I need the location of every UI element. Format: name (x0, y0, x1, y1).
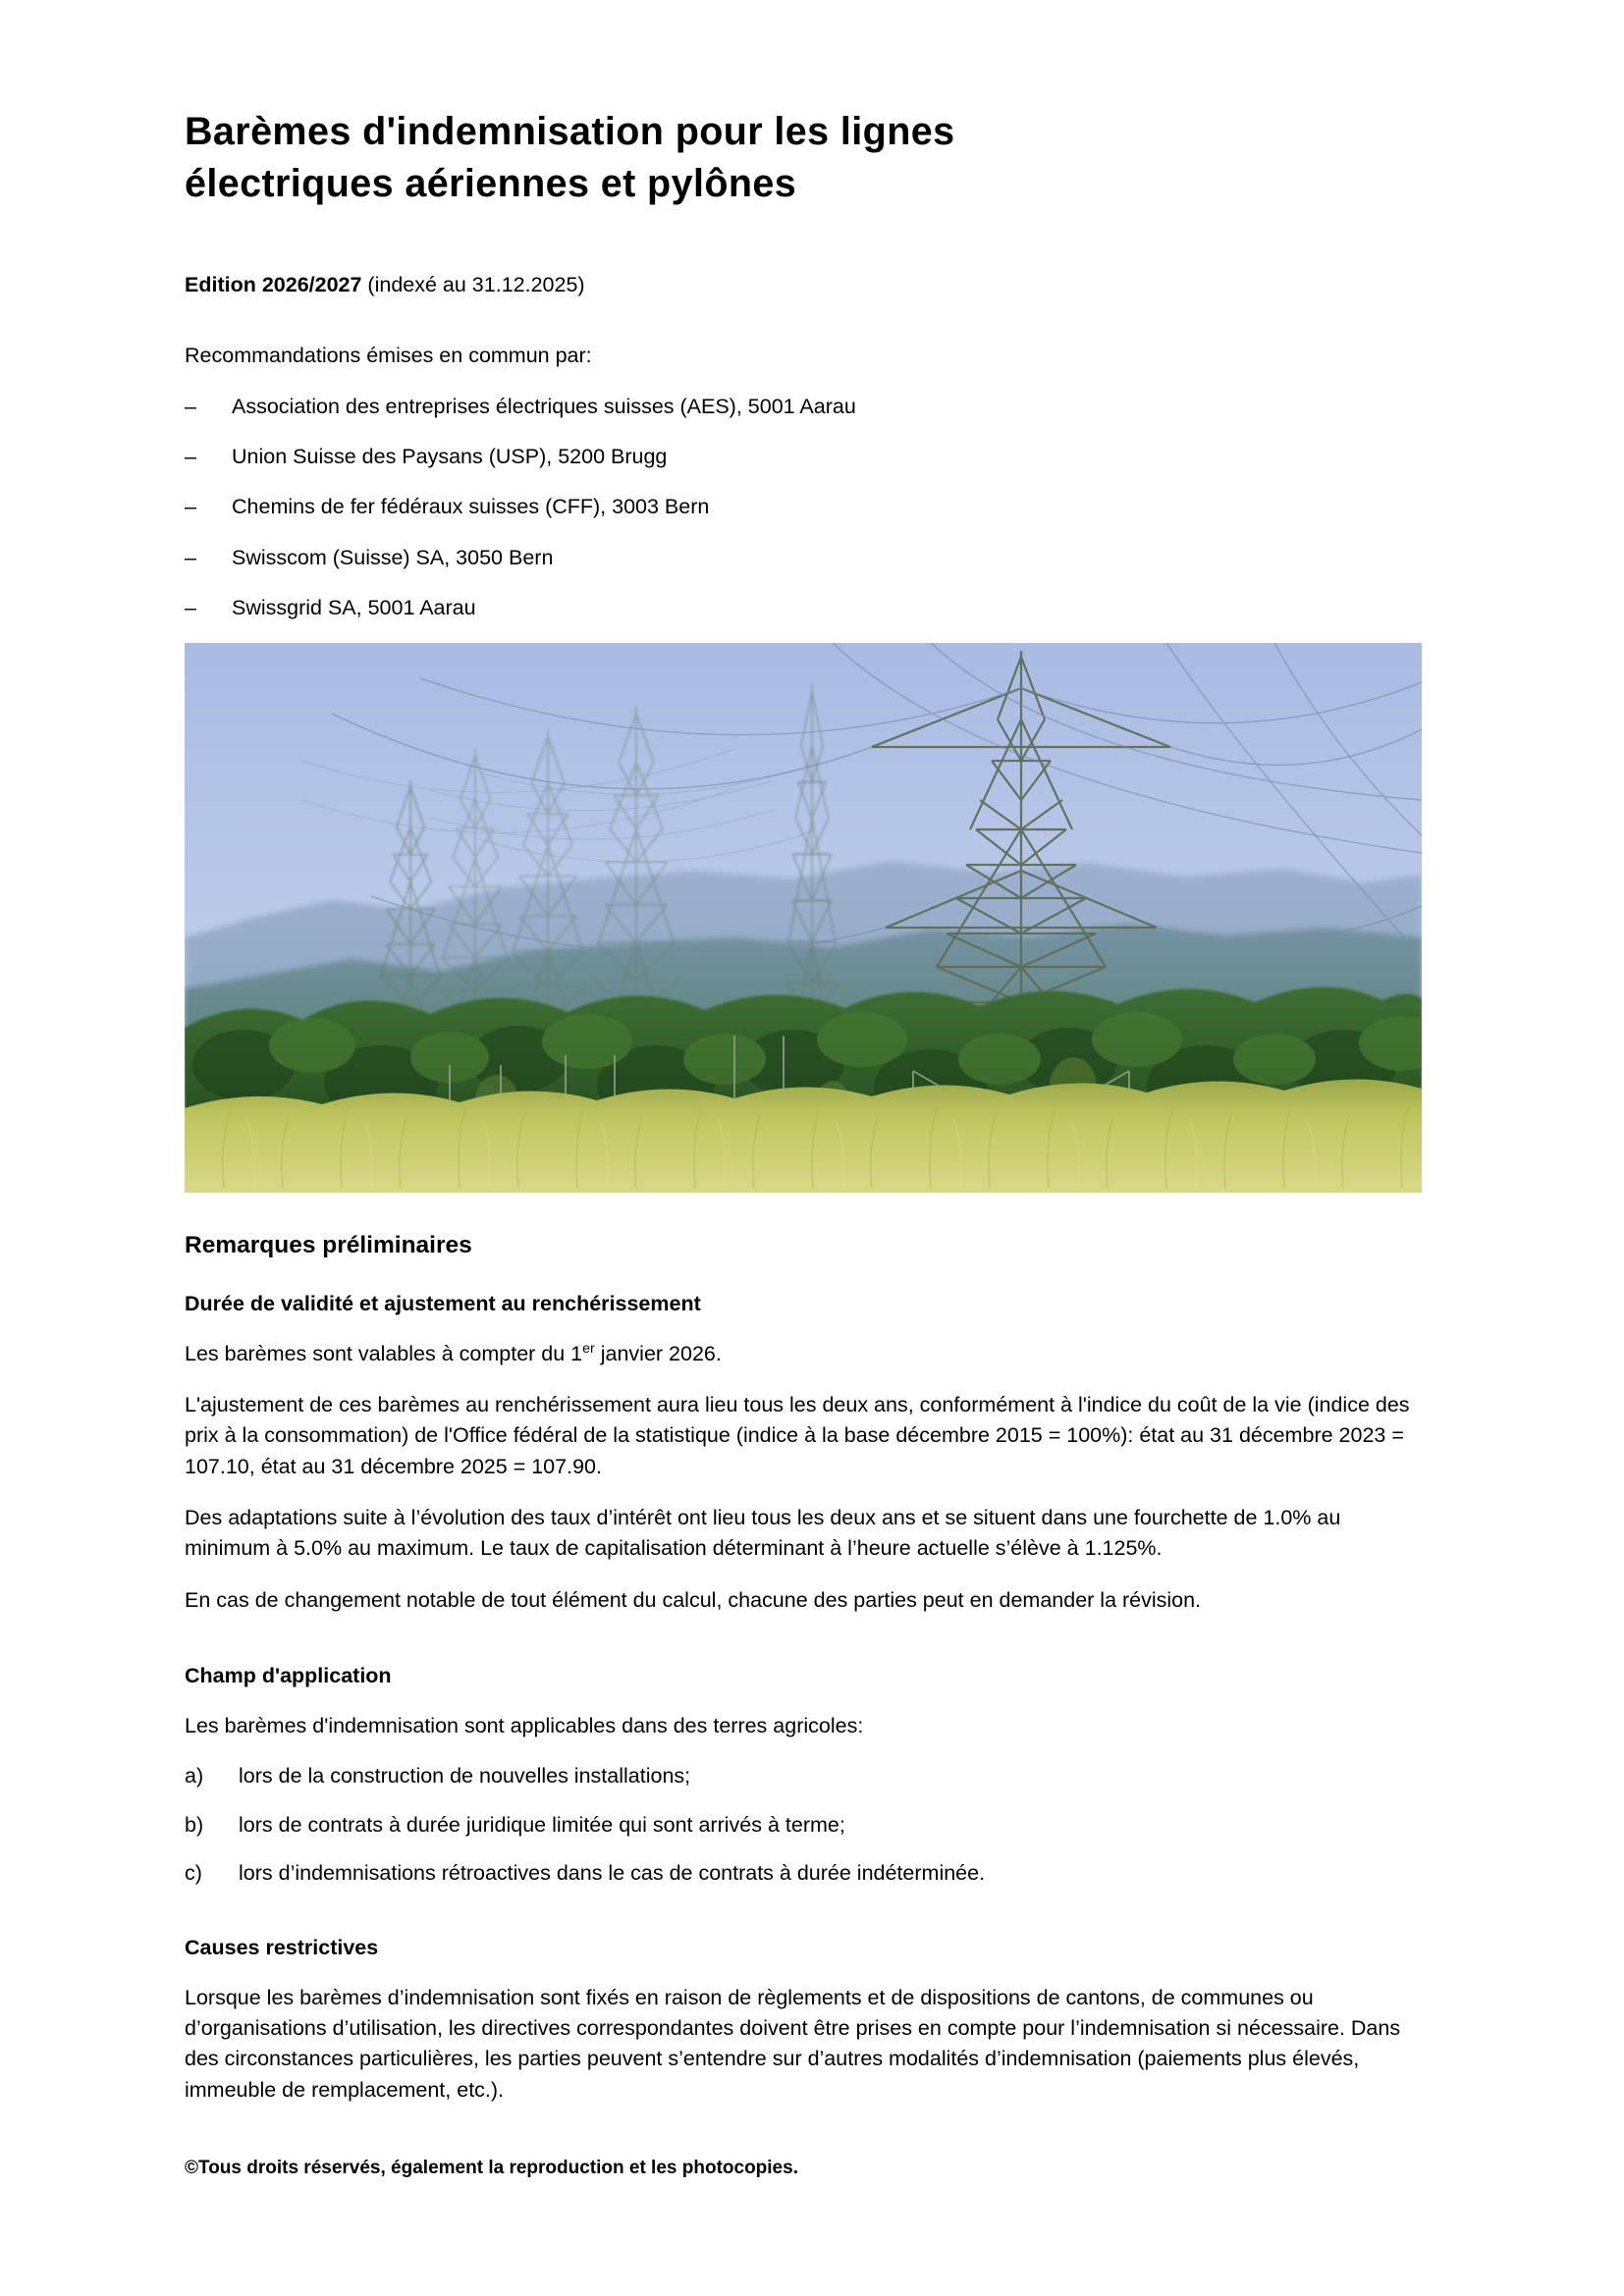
validity-heading: Durée de validité et ajustement au renchérissement (185, 1291, 701, 1315)
remarks-heading: Remarques préliminaires (185, 1231, 472, 1258)
edition-line (185, 270, 1451, 299)
validity-par1-after: janvier 2026. (594, 1341, 722, 1365)
validity-paragraph-3: Des adaptations suite à l’évolution des taux d’intérêt ont lieu tous les deux ans et se situent dans une fourchette de 1.0% au minimum à 5.0% au maximum. Le taux de capitalisation déterminant à l’heure actuelle s’élève à 1.125%. (185, 1506, 1341, 1561)
list-item (185, 543, 1451, 572)
ordinal-suffix: er (582, 1340, 595, 1357)
edition-label: Edition 2026/2027 (185, 273, 362, 297)
list-item (185, 593, 1451, 622)
page-content (185, 0, 1451, 2181)
page-title (185, 0, 1176, 209)
organization-name: Chemins de fer fédéraux suisses (CFF), 3003 Bern (232, 495, 710, 519)
validity-par1-before: Les barèmes sont valables à compter du 1 (185, 1341, 583, 1365)
organization-name: Swisscom (Suisse) SA, 3050 Bern (232, 545, 554, 569)
list-item (185, 1810, 1451, 1840)
powerline-landscape-photo (185, 643, 1422, 1193)
validity-paragraph-1 (185, 1339, 1412, 1369)
alpha-marker: c) (185, 1860, 202, 1885)
copyright-note: ©Tous droits réservés, également la reproduction et les photocopies. (185, 2158, 798, 2179)
page-title-line-1: Barèmes d'indemnisation pour les lignes (185, 110, 955, 153)
scope-heading: Champ d'application (185, 1664, 392, 1688)
page-title-line-2: électriques aériennes et pylônes (185, 161, 797, 205)
edition-suffix: (indexé au 31.12.2025) (361, 273, 585, 297)
dash-marker: – (185, 395, 196, 419)
dash-marker: – (185, 445, 196, 469)
dash-marker: – (185, 495, 196, 519)
scope-item-text: lors de contrats à durée juridique limitée qui sont arrivés à terme; (239, 1812, 845, 1837)
alpha-marker: a) (185, 1764, 204, 1789)
restrictive-heading: Causes restrictives (185, 1935, 379, 1959)
scope-item-text: lors d’indemnisations rétroactives dans le cas de contrats à durée indéterminée. (239, 1860, 986, 1885)
alpha-marker: b) (185, 1812, 204, 1837)
scope-lead: Les barèmes d'indemnisation sont applicables dans des terres agricoles: (185, 1714, 864, 1738)
dash-marker: – (185, 545, 196, 569)
list-item (185, 1858, 1451, 1888)
list-item (185, 492, 1451, 521)
validity-paragraph-2: L'ajustement de ces barèmes au renchérissement aura lieu tous les deux ans, conformément à l'indice du coût de la vie (indice des prix à la consommation) de l'Office fédéral de la statistique (indice à la base décembre 2015 = 100%): état au 31 décembre 2023 = 107.10, état au 31 décembre 2025 = 107.90. (185, 1392, 1410, 1478)
dash-marker: – (185, 595, 196, 619)
list-item (185, 392, 1451, 421)
list-item (185, 442, 1451, 471)
organizations-list (185, 392, 1451, 621)
organization-name: Swissgrid SA, 5001 Aarau (232, 595, 476, 619)
scope-list (185, 1761, 1451, 1887)
list-item (185, 1761, 1451, 1790)
validity-paragraph-4: En cas de changement notable de tout élément du calcul, chacune des parties peut en demander la révision. (185, 1587, 1202, 1612)
organization-name: Union Suisse des Paysans (USP), 5200 Brugg (232, 445, 668, 469)
recommendations-intro: Recommandations émises en commun par: (185, 344, 592, 368)
restrictive-paragraph: Lorsque les barèmes d’indemnisation sont fixés en raison de règlements et de dispositions de cantons, de communes ou d’organisations d’utilisation, les directives correspondantes doivent être prises en compte pour l’indemnisation si nécessaire. Dans des circonstances particulières, les parties peuvent s’entendre sur d’autres modalités d’indemnisation (paiements plus élevés, immeuble de remplacement, etc.). (185, 1985, 1401, 2102)
scope-item-text: lors de la construction de nouvelles installations; (239, 1764, 691, 1789)
organization-name: Association des entreprises électriques suisses (AES), 5001 Aarau (232, 395, 856, 419)
